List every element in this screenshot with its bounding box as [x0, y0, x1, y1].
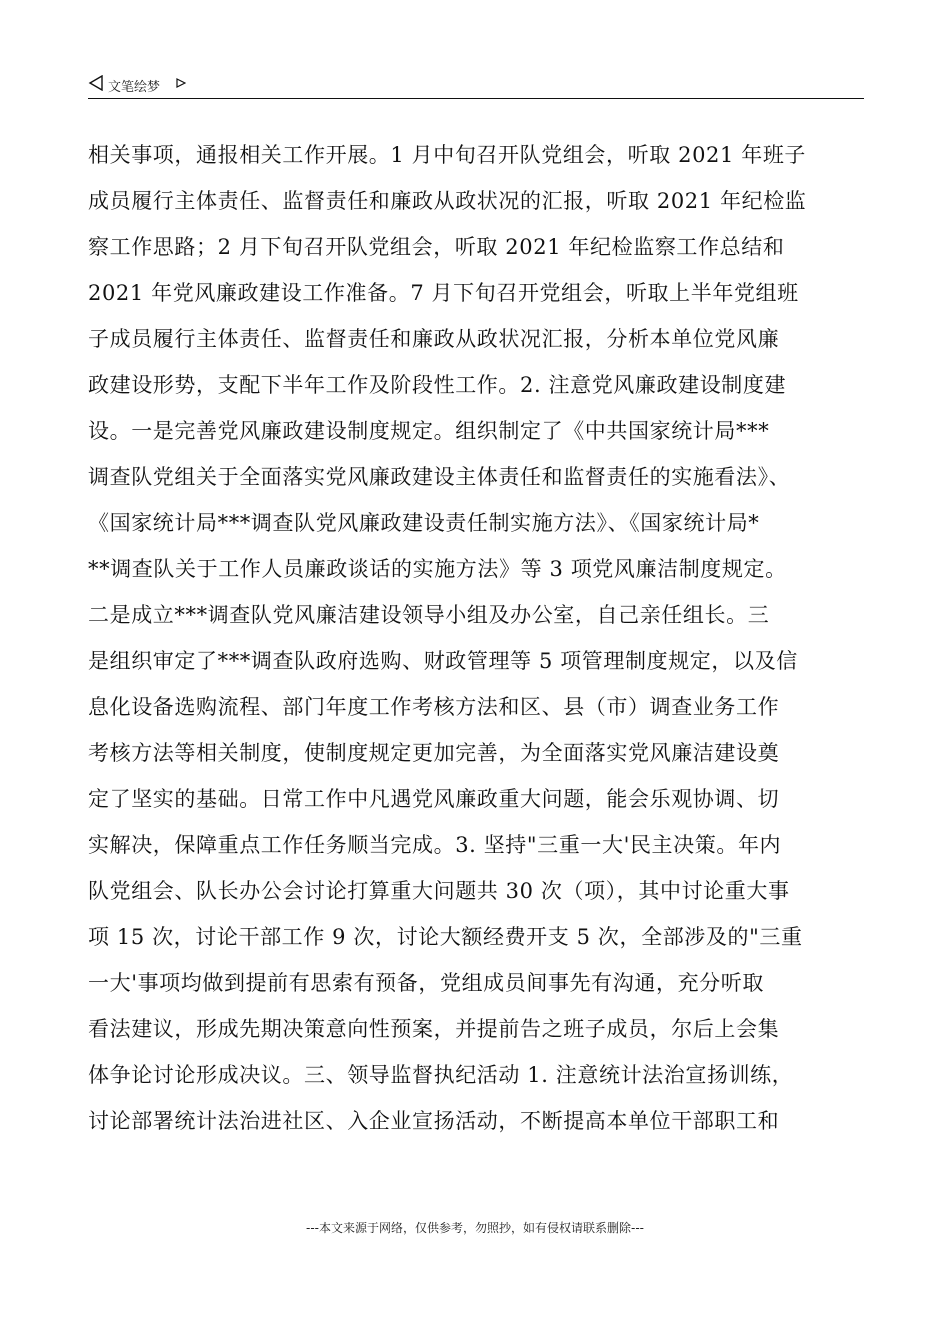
header-brand: 文笔绘梦	[108, 80, 161, 95]
text-line: 看法建议，形成先期决策意向性预案，并提前告之班子成员，尔后上会集	[88, 1017, 780, 1041]
text-line: 考核方法等相关制度，使制度规定更加完善，为全面落实党风廉洁建设奠	[88, 741, 780, 765]
page-header	[88, 70, 864, 99]
text-line: 项 15 次，讨论干部工作 9 次，讨论大额经费开支 5 次，全部涉及的"三重	[88, 925, 803, 949]
text-line: 讨论部署统计法治进社区、入企业宣扬活动，不断提高本单位干部职工和	[88, 1109, 780, 1133]
text-line: 相关事项，通报相关工作开展。1 月中旬召开队党组会，听取 2021 年班子	[88, 143, 807, 167]
text-line: 《国家统计局***调查队党风廉政建设责任制实施方法》、《国家统计局*	[88, 511, 760, 535]
text-line: 政建设形势，支配下半年工作及阶段性工作。2. 注意党风廉政建设制度建	[88, 373, 787, 397]
text-line: 二是成立***调查队党风廉洁建设领导小组及办公室，自己亲任组长。三	[88, 603, 770, 627]
triangle-right-icon	[176, 78, 186, 88]
text-line: 是组织审定了***调查队政府选购、财政管理等 5 项管理制度规定，以及信	[88, 649, 798, 673]
text-line: 定了坚实的基础。日常工作中凡遇党风廉政重大问题，能会乐观协调、切	[88, 787, 780, 811]
text-line: 察工作思路；2 月下旬召开队党组会，听取 2021 年纪检监察工作总结和	[88, 235, 785, 259]
text-line: 子成员履行主体责任、监督责任和廉政从政状况汇报，分析本单位党风廉	[88, 327, 780, 351]
text-line: 设。一是完善党风廉政建设制度规定。组织制定了《中共国家统计局***	[88, 419, 770, 443]
body-text	[88, 132, 878, 1144]
text-line: 调查队党组关于全面落实党风廉政建设主体责任和监督责任的实施看法》、	[88, 465, 791, 489]
text-line: 一大'事项均做到提前有思索有预备，党组成员间事先有沟通，充分听取	[88, 971, 764, 995]
text-line: 2021 年党风廉政建设工作准备。7 月下旬召开党组会，听取上半年党组班	[88, 281, 799, 305]
text-line: **调查队关于工作人员廉政谈话的实施方法》等 3 项党风廉洁制度规定。	[88, 557, 787, 581]
footer-disclaimer: ---本文来源于网络，仅供参考，勿照抄，如有侵权请联系删除---	[306, 1221, 644, 1235]
text-line: 息化设备选购流程、部门年度工作考核方法和区、县（市）调查业务工作	[88, 695, 780, 719]
text-line: 成员履行主体责任、监督责任和廉政从政状况的汇报，听取 2021 年纪检监	[88, 189, 807, 213]
text-line: 实解决，保障重点工作任务顺当完成。3. 坚持"三重一大'民主决策。年内	[88, 833, 782, 857]
triangle-left-icon	[88, 75, 104, 91]
text-line: 体争论讨论形成决议。三、领导监督执纪活动 1. 注意统计法治宣扬训练，	[88, 1063, 794, 1087]
text-line: 队党组会、队长办公会讨论打算重大问题共 30 次（项），其中讨论重大事	[88, 879, 790, 903]
